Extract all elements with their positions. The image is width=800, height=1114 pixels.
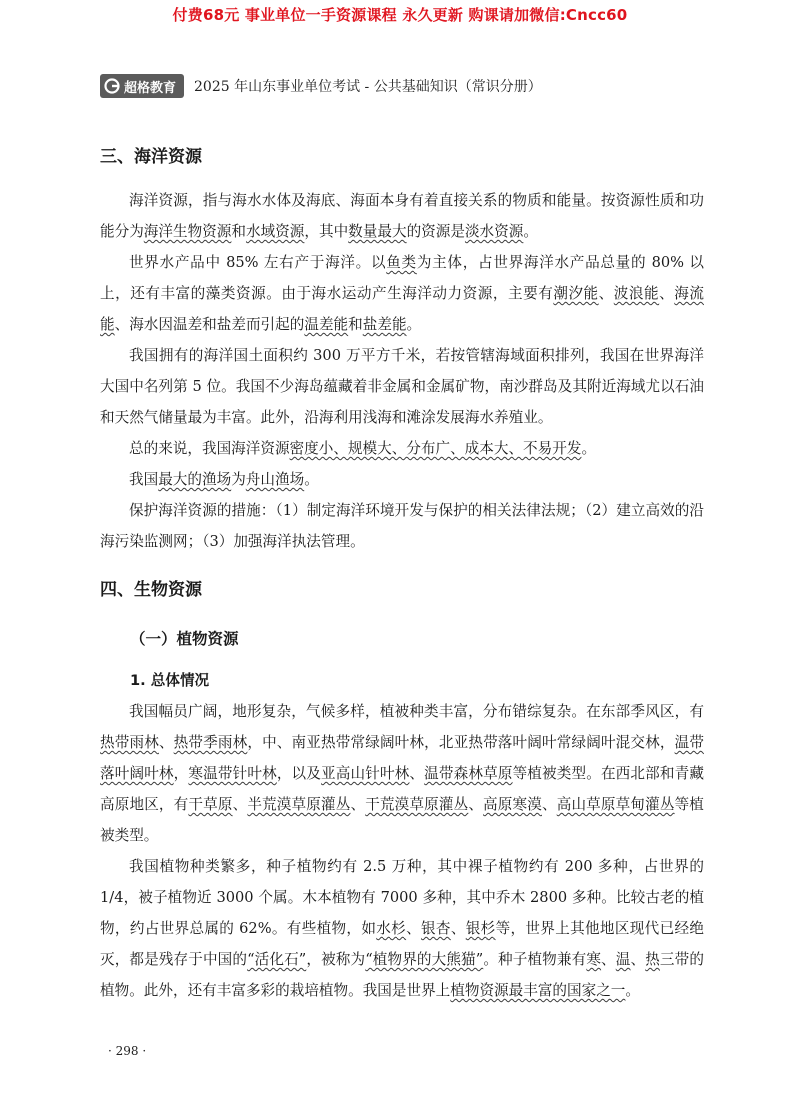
underlined-term: 干荒漠草原灌丛: [365, 796, 469, 813]
text-run: 、: [232, 796, 248, 813]
underlined-term: 数量最大: [348, 223, 407, 240]
underlined-term: 高原寒漠: [483, 796, 542, 813]
text-run: 。: [406, 316, 422, 333]
book-title: 2025 年山东事业单位考试 - 公共基础知识（常识分册）: [194, 79, 542, 95]
text-run: 总的来说，我国海洋资源: [129, 440, 290, 457]
brand-logo: [100, 74, 184, 98]
underlined-term: 植物资源最丰富的国家之一: [450, 982, 626, 999]
text-run: 海洋资源，指与海水水体及海底、海面本身有着直接关系的物质和能量。按资源性质和功能分为: [100, 192, 704, 240]
underlined-term: 温: [615, 951, 631, 968]
text-run: 、: [598, 285, 614, 302]
text-run: 、: [450, 920, 466, 937]
underlined-term: 最大的渔场: [158, 471, 232, 488]
underlined-term: “植物界的大熊猫”: [365, 951, 484, 968]
text-run: 三带的植物。此外，还有丰富多彩的栽培植物。我国是世界上: [100, 951, 704, 999]
underlined-term: 密度小、规模大、分布广、成本大、不易开发: [289, 440, 582, 457]
text-run: 、: [406, 920, 421, 937]
paragraph: [100, 247, 704, 340]
logo-text: 超格教育: [124, 80, 177, 96]
minor-heading: 1. 总体情况: [130, 672, 210, 689]
underlined-term: 温带森林草原: [424, 765, 513, 782]
text-run: ，被称为: [306, 951, 366, 968]
text-run: 的资源是: [406, 223, 465, 240]
paragraph: [100, 851, 704, 1006]
promo-banner: 付费68元 事业单位一手资源课程 永久更新 购课请加微信:Cncc60: [172, 6, 628, 24]
underlined-term: 温差能: [304, 316, 349, 333]
text-run: 、: [659, 285, 675, 302]
text-run: 、: [541, 796, 557, 813]
paragraph: [100, 696, 704, 851]
underlined-term: 舟山渔场: [245, 471, 305, 488]
text-run: 和: [231, 223, 246, 240]
page-header: [100, 74, 704, 98]
logo-icon: [104, 78, 120, 94]
text-run: 、: [158, 734, 174, 751]
underlined-term: 波浪能: [613, 285, 660, 302]
section-heading-biology: 四、生物资源: [100, 580, 202, 600]
section-heading-ocean: 三、海洋资源: [100, 147, 202, 167]
underlined-term: 潮汐能: [553, 285, 599, 302]
text-run: 、: [409, 765, 425, 782]
paragraph: 保护海洋资源的措施：（1）制定海洋环境开发与保护的相关法律法规；（2）建立高效的沿海污染监测网；（3）加强海洋执法管理。: [100, 502, 704, 550]
underlined-term: 海洋生物资源: [143, 223, 232, 240]
text-run: ，以及: [276, 765, 322, 782]
text-run: 、: [630, 951, 646, 968]
text-run: 和: [348, 316, 363, 333]
paragraph: 我国拥有的海洋国土面积约 300 万平方千米，若按管辖海域面积排列，我国在世界海洋大国中名列第 5 位。我国不少海岛蕴藏着非金属和金属矿物，南沙群岛及其附近海域尤以石油和天然气储量最为丰富。此外，沿海利用浅海和滩涂发展海水养殖业。: [100, 347, 704, 426]
text-run: ，其中: [304, 223, 349, 240]
page-number: · 298 ·: [108, 1044, 147, 1058]
text-run: ，中、南亚热带常绿阔叶林，北亚热带落叶阔叶常绿阔叶混交林，: [247, 734, 675, 751]
text-run: 。: [581, 440, 597, 457]
underlined-term: 银杏: [421, 920, 451, 937]
paragraph: [100, 464, 704, 495]
text-run: 我国植物种类繁多，种子植物约有 2.5 万种，其中裸子植物约有 200 多种，占世界的 1/4，被子植物近 3000 个属。木本植物有 7000 多种，其中乔木 2800 多种。比较古老的植物，约占世界总属的 62%。有些植物，如: [100, 858, 704, 937]
underlined-term: 水杉: [376, 920, 407, 937]
text-run: 。: [304, 471, 319, 488]
text-run: 等植被类型。在西北部和青藏高原地区，有: [100, 765, 704, 813]
text-run: 等，世界上其他地区现代已经绝灭，都是残存于中国的: [100, 920, 704, 968]
underlined-term: 温带落叶阔叶林: [100, 734, 704, 782]
text-run: 世界水产品中 85% 左右产于海洋。以: [129, 254, 387, 271]
underlined-term: 鱼类: [386, 254, 417, 271]
underlined-term: 盐差能: [362, 316, 407, 333]
text-run: 。: [523, 223, 538, 240]
underlined-term: “活化石”: [247, 951, 307, 968]
subsection-heading: （一）植物资源: [130, 630, 239, 648]
page-content: [100, 142, 704, 1006]
text-run: 、海水因温差和盐差而引起的: [114, 316, 305, 333]
text-run: 、: [601, 951, 616, 968]
text-run: 。: [625, 982, 641, 999]
underlined-term: 热带雨林: [100, 734, 159, 751]
underlined-term: 热: [645, 951, 660, 968]
text-run: 等植被类型。: [100, 796, 704, 844]
text-run: 、: [350, 796, 366, 813]
paragraph: [100, 433, 704, 464]
underlined-term: 水域资源: [245, 223, 305, 240]
underlined-term: 海流能: [100, 285, 704, 333]
underlined-term: 淡水资源: [464, 223, 524, 240]
underlined-term: 高山草原草甸灌丛: [556, 796, 675, 813]
text-run: 、: [468, 796, 484, 813]
underlined-term: 干草原: [188, 796, 233, 813]
text-run: 为: [231, 471, 246, 488]
underlined-term: 半荒漠草原灌丛: [247, 796, 351, 813]
text-run: 我国幅员广阔，地形复杂，气候多样，植被种类丰富，分布错综复杂。在东部季风区，有: [129, 703, 704, 720]
text-run: 。种子植物兼有: [483, 951, 587, 968]
underlined-term: 热带季雨林: [173, 734, 248, 751]
text-run: ，: [173, 765, 189, 782]
text-run: 为主体，占世界海洋水产品总量的 80% 以上，还有丰富的藻类资源。由于海水运动产生海洋动力资源，主要有: [100, 254, 704, 302]
underlined-term: 亚高山针叶林: [321, 765, 410, 782]
underlined-term: 银杉: [465, 920, 496, 937]
underlined-term: 寒温带针叶林: [188, 765, 277, 782]
paragraph: [100, 185, 704, 247]
text-run: 我国: [129, 471, 159, 488]
underlined-term: 寒: [586, 951, 602, 968]
